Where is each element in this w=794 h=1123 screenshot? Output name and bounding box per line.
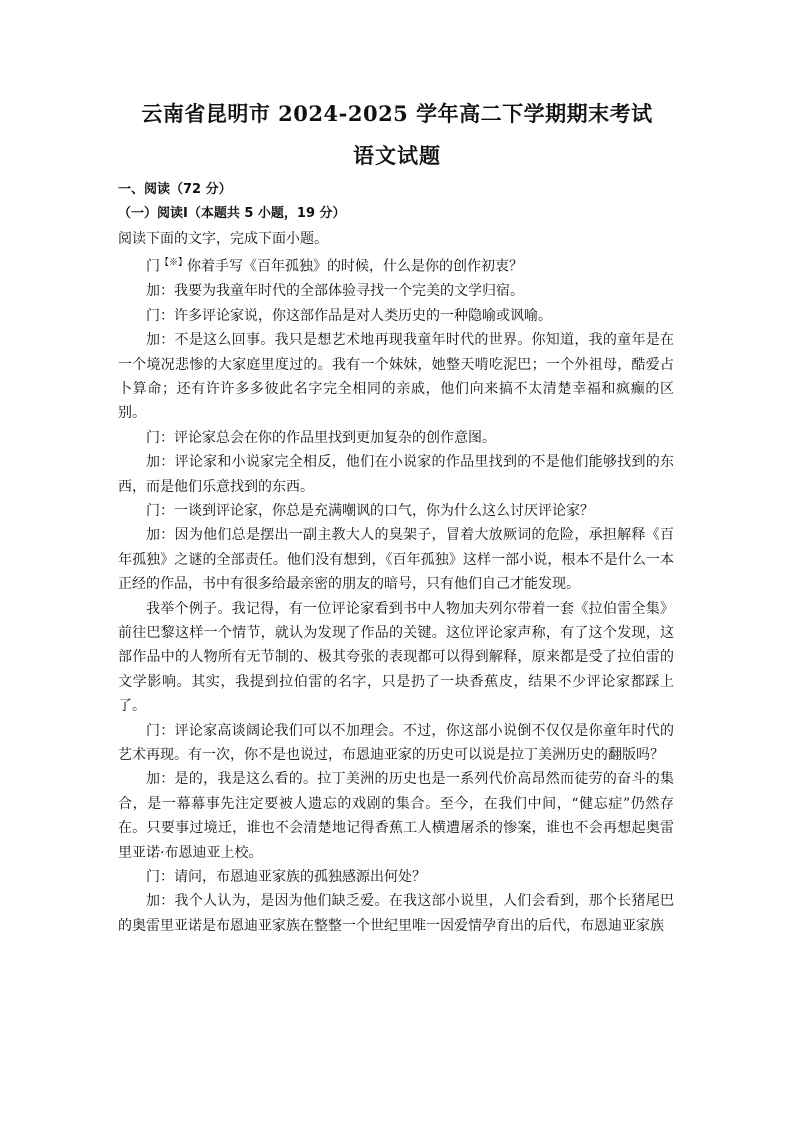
paragraph-8: 加：因为他们总是摆出一副主教大人的臭架子，冒着大放厥词的危险，承担解释《百年孤独》之谜的全部责任。他们没有想到，《百年孤独》这样一部小说，根本不是什么一本正经的作品，书中有很多给最亲密的朋友的暗号，只有他们自己才能发现。 bbox=[118, 527, 674, 593]
paragraph-7: 门：一谈到评论家，你总是充满嘲讽的口气，你为什么这么讨厌评论家？ bbox=[146, 502, 594, 519]
section-heading: 一、阅读（72 分） bbox=[118, 182, 232, 197]
speaker-label: 门 bbox=[146, 258, 160, 275]
instruction-text: 阅读下面的文字，完成下面小题。 bbox=[118, 230, 328, 247]
subsection-heading: （一）阅读Ⅰ（本题共 5 小题，19 分） bbox=[118, 206, 346, 222]
paragraph-3: 门：许多评论家说，你这部作品是对人类历史的一种隐喻或讽喻。 bbox=[146, 307, 552, 324]
paragraph-11: 加：是的，我是这么看的。拉丁美洲的历史也是一系列代价高昂然而徒劳的奋斗的集合，是一幕幕事先注定要被人遗忘的戏剧的集合。至今，在我们中间，“健忘症”仍然存在。只要事过境迁，谁也不会清楚地记得香蕉工人横遭屠杀的惨案，谁也不会再想起奥雷里亚诺·布恩迪亚上校。 bbox=[118, 771, 674, 861]
document-subtitle: 语文试题 bbox=[353, 143, 441, 168]
document-title: 云南省昆明市 2024-2025 学年高二下学期期末考试 bbox=[141, 101, 653, 126]
paragraph-13: 加：我个人认为，是因为他们缺乏爱。在我这部小说里，人们会看到，那个长猪尾巴的奥雷里亚诺是布恩迪亚家族在整整一个世纪里唯一因爱情孕育出的后代，布恩迪亚家族 bbox=[118, 893, 674, 934]
paragraph-1 bbox=[118, 251, 674, 279]
paragraph-4: 加：不是这么回事。我只是想艺术地再现我童年时代的世界。你知道，我的童年是在一个境况悲惨的大家庭里度过的。我有一个妹妹，她整天啃吃泥巴；一个外祖母，酷爱占卜算命；还有许许多多彼此名字完全相同的亲戚，他们向来搞不太清楚幸福和疯癫的区别。 bbox=[118, 332, 674, 422]
document-body bbox=[118, 178, 674, 938]
paragraph-1-text: 你着手写《百年孤独》的时候，什么是你的创作初衷？ bbox=[187, 258, 524, 275]
paragraph-6: 加：评论家和小说家完全相反，他们在小说家的作品里找到的不是他们能够找到的东西，而是他们乐意找到的东西。 bbox=[118, 454, 674, 495]
paragraph-10: 门：评论家高谈阔论我们可以不加理会。不过，你这部小说倒不仅仅是你童年时代的艺术再现。有一次，你不是也说过，布恩迪亚家的历史可以说是拉丁美洲历史的翻版吗？ bbox=[118, 722, 674, 763]
paragraph-12: 门：请问，布恩迪亚家族的孤独感源出何处？ bbox=[146, 869, 426, 886]
note-marker: 【※】 bbox=[160, 258, 188, 269]
paragraph-2: 加：我要为我童年时代的全部体验寻找一个完美的文学归宿。 bbox=[146, 283, 524, 300]
paragraph-5: 门：评论家总会在你的作品里找到更加复杂的创作意图。 bbox=[146, 429, 496, 446]
paragraph-9: 我举个例子。我记得，有一位评论家看到书中人物加夫列尔带着一套《拉伯雷全集》前往巴黎这样一个情节，就认为发现了作品的关键。这位评论家声称，有了这个发现，这部作品中的人物所有无节制的、极其夸张的表现都可以得到解释，原来都是受了拉伯雷的文学影响。其实，我提到拉伯雷的名字，只是扔了一块香蕉皮，结果不少评论家都踩上了。 bbox=[118, 600, 674, 715]
